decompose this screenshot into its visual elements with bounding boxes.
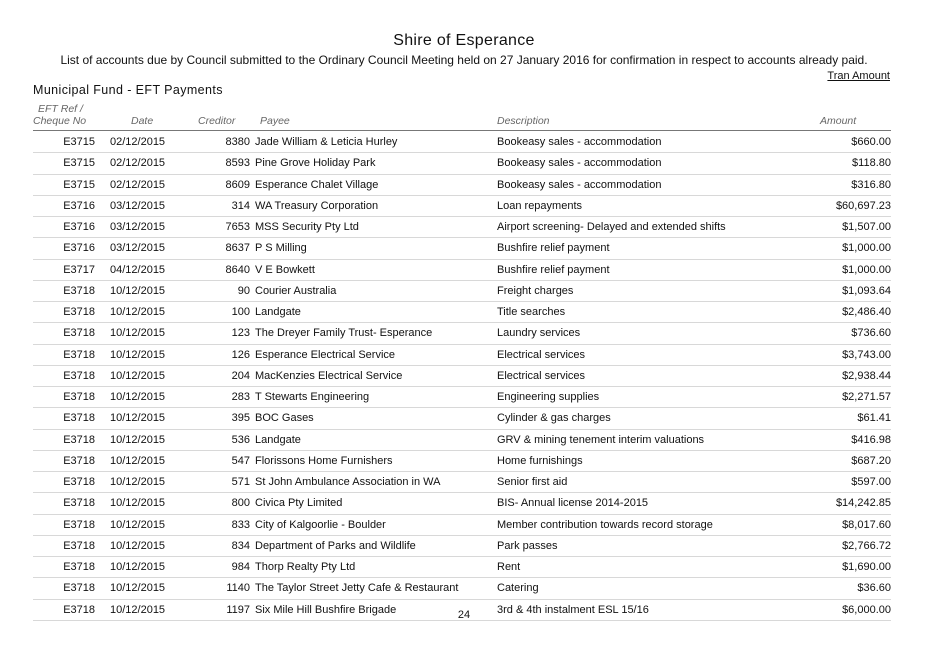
cheque-no-cell: E3718 (63, 412, 95, 425)
amount-cell: $736.60 (851, 327, 891, 340)
amount-cell: $2,486.40 (842, 306, 891, 318)
column-header-ref-line2: Cheque No (33, 115, 87, 127)
cheque-no-cell: E3718 (63, 348, 95, 361)
amount-cell: $60,697.23 (835, 199, 891, 212)
table-row (33, 536, 891, 557)
date-cell: 03/12/2015 (110, 199, 166, 212)
date-cell: 10/12/2015 (110, 369, 166, 382)
creditor-cell: 547 (231, 454, 250, 467)
payee-cell: Thorp Realty Pty Ltd (255, 561, 356, 573)
creditor-cell: 1197 (226, 603, 250, 616)
creditor-cell: 8593 (225, 157, 250, 170)
date-cell: 10/12/2015 (110, 497, 166, 510)
payee-cell: St John Ambulance Association in WA (255, 476, 441, 488)
cheque-no-cell: E3716 (63, 221, 95, 233)
table-row (33, 493, 891, 514)
column-header-amount: Amount (820, 115, 857, 127)
amount-cell: $3,743.00 (842, 348, 891, 361)
description-cell: Member contribution towards record storage (497, 518, 713, 531)
creditor-cell: 833 (231, 518, 250, 531)
payee-cell: The Taylor Street Jetty Cafe & Restaurant (255, 582, 459, 595)
table-row (33, 366, 891, 387)
table-row (33, 515, 891, 536)
header-divider (33, 130, 891, 131)
cheque-no-cell: E3718 (63, 603, 95, 616)
description-cell: Laundry services (497, 327, 581, 340)
payee-cell: Landgate (255, 306, 301, 318)
description-cell: Cylinder & gas charges (497, 412, 611, 425)
payee-cell: Esperance Electrical Service (255, 348, 396, 361)
description-cell: Bookeasy sales - accommodation (497, 178, 662, 191)
amount-cell: $1,000.00 (842, 242, 891, 255)
description-cell: Rent (497, 561, 521, 573)
payee-cell: Courier Australia (255, 284, 337, 297)
description-cell: Title searches (497, 306, 566, 318)
creditor-cell: 314 (231, 199, 250, 212)
amount-cell: $416.98 (851, 433, 891, 446)
payee-cell: Six Mile Hill Bushfire Brigade (255, 603, 397, 616)
creditor-cell: 8609 (225, 178, 250, 191)
date-cell: 10/12/2015 (110, 539, 166, 552)
amount-cell: $1,000.00 (842, 263, 891, 276)
description-cell: Airport screening- Delayed and extended shifts (497, 221, 726, 233)
page-subtitle: List of accounts due by Council submitted to the Ordinary Council Meeting held on 27 January 2016 for confirmation in respect to accounts already paid. (60, 53, 868, 67)
creditor-cell: 984 (231, 561, 250, 573)
amount-cell: $660.00 (851, 136, 891, 148)
page-number: 24 (457, 609, 471, 621)
creditor-cell: 395 (231, 412, 250, 425)
payee-cell: Civica Pty Limited (255, 497, 343, 510)
creditor-cell: 536 (231, 433, 250, 446)
cheque-no-cell: E3715 (63, 136, 95, 148)
cheque-no-cell: E3718 (63, 561, 95, 573)
cheque-no-cell: E3718 (63, 539, 95, 552)
date-cell: 02/12/2015 (110, 178, 166, 191)
tran-amount-label: Tran Amount (827, 70, 890, 82)
date-cell: 10/12/2015 (110, 454, 166, 467)
amount-cell: $2,938.44 (842, 369, 891, 382)
table-row (33, 557, 891, 578)
creditor-cell: 126 (231, 348, 250, 361)
payee-cell: P S Milling (255, 242, 307, 255)
table-row (33, 323, 891, 344)
table-row (33, 196, 891, 217)
payee-cell: T Stewarts Engineering (255, 391, 370, 403)
description-cell: Electrical services (497, 348, 586, 361)
date-cell: 03/12/2015 (110, 221, 166, 233)
amount-cell: $36.60 (857, 582, 891, 595)
amount-cell: $1,507.00 (842, 221, 891, 233)
payee-cell: V E Bowkett (255, 263, 315, 276)
description-cell: Loan repayments (497, 199, 582, 212)
date-cell: 10/12/2015 (110, 582, 166, 595)
creditor-cell: 8380 (225, 136, 250, 148)
cheque-no-cell: E3718 (63, 433, 95, 446)
creditor-cell: 800 (231, 497, 250, 510)
creditor-cell: 283 (231, 391, 250, 403)
creditor-cell: 1140 (226, 582, 250, 595)
cheque-no-cell: E3718 (63, 518, 95, 531)
table-row (33, 238, 891, 259)
description-cell: Engineering supplies (497, 391, 600, 403)
description-cell: Senior first aid (497, 476, 568, 488)
creditor-cell: 90 (237, 284, 250, 297)
column-header-payee: Payee (260, 115, 290, 127)
description-cell: BIS- Annual license 2014-2015 (497, 497, 649, 510)
payee-cell: The Dreyer Family Trust- Esperance (255, 327, 433, 340)
date-cell: 10/12/2015 (110, 603, 166, 616)
table-row (33, 451, 891, 472)
creditor-cell: 204 (231, 369, 250, 382)
amount-cell: $8,017.60 (842, 518, 891, 531)
amount-cell: $1,690.00 (842, 561, 891, 573)
date-cell: 10/12/2015 (110, 327, 166, 340)
cheque-no-cell: E3717 (63, 263, 95, 276)
amount-cell: $14,242.85 (835, 497, 891, 510)
payee-cell: Pine Grove Holiday Park (255, 157, 376, 170)
table-row (33, 345, 891, 366)
cheque-no-cell: E3718 (63, 369, 95, 382)
table-row (33, 153, 891, 174)
table-row (33, 132, 891, 153)
cheque-no-cell: E3718 (63, 582, 95, 595)
payee-cell: Esperance Chalet Village (255, 178, 379, 191)
date-cell: 10/12/2015 (110, 561, 166, 573)
cheque-no-cell: E3718 (63, 497, 95, 510)
table-row (33, 217, 891, 238)
table-row (33, 472, 891, 493)
description-cell: Bushfire relief payment (497, 263, 610, 276)
date-cell: 10/12/2015 (110, 391, 166, 403)
payee-cell: Department of Parks and Wildlife (255, 539, 416, 552)
creditor-cell: 834 (231, 539, 250, 552)
date-cell: 03/12/2015 (110, 242, 166, 255)
table-row (33, 281, 891, 302)
description-cell: Freight charges (497, 284, 574, 297)
payee-cell: Florissons Home Furnishers (255, 454, 393, 467)
creditor-cell: 100 (231, 306, 250, 318)
date-cell: 04/12/2015 (110, 263, 166, 276)
description-cell: Home furnishings (497, 454, 583, 467)
description-cell: Bookeasy sales - accommodation (497, 157, 662, 170)
amount-cell: $2,271.57 (842, 391, 891, 403)
cheque-no-cell: E3718 (63, 454, 95, 467)
description-cell: 3rd & 4th instalment ESL 15/16 (497, 603, 649, 616)
cheque-no-cell: E3718 (63, 284, 95, 297)
amount-cell: $316.80 (851, 178, 891, 191)
cheque-no-cell: E3718 (63, 327, 95, 340)
amount-cell: $687.20 (851, 454, 891, 467)
amount-cell: $2,766.72 (842, 539, 891, 552)
table-row (33, 175, 891, 196)
creditor-cell: 8640 (225, 263, 250, 276)
column-header-date: Date (131, 115, 154, 127)
creditor-cell: 7653 (225, 221, 250, 233)
cheque-no-cell: E3718 (63, 391, 95, 403)
date-cell: 10/12/2015 (110, 433, 166, 446)
amount-cell: $6,000.00 (842, 603, 891, 616)
date-cell: 02/12/2015 (110, 157, 166, 170)
page-title: Shire of Esperance (393, 32, 535, 49)
creditor-cell: 8637 (225, 242, 250, 255)
cheque-no-cell: E3715 (63, 157, 95, 170)
cheque-no-cell: E3716 (63, 199, 95, 212)
date-cell: 10/12/2015 (110, 412, 166, 425)
amount-cell: $597.00 (851, 476, 891, 488)
table-row (33, 302, 891, 323)
description-cell: Electrical services (497, 369, 586, 382)
creditor-cell: 123 (231, 327, 250, 340)
date-cell: 10/12/2015 (110, 518, 166, 531)
description-cell: Bookeasy sales - accommodation (497, 136, 662, 148)
description-cell: Bushfire relief payment (497, 242, 610, 255)
date-cell: 10/12/2015 (110, 348, 166, 361)
date-cell: 10/12/2015 (110, 284, 166, 297)
date-cell: 02/12/2015 (110, 136, 166, 148)
column-header-creditor: Creditor (198, 115, 236, 127)
date-cell: 10/12/2015 (110, 306, 166, 318)
amount-cell: $118.80 (852, 157, 891, 170)
payments-table (33, 132, 891, 621)
cheque-no-cell: E3718 (63, 306, 95, 318)
table-row (33, 387, 891, 408)
description-cell: GRV & mining tenement interim valuations (497, 433, 705, 446)
section-title: Municipal Fund - EFT Payments (33, 83, 223, 97)
table-row (33, 408, 891, 429)
column-header-description: Description (497, 115, 550, 127)
payee-cell: WA Treasury Corporation (255, 199, 379, 212)
cheque-no-cell: E3715 (63, 178, 95, 191)
amount-cell: $61.41 (857, 412, 891, 425)
table-row (33, 578, 891, 599)
column-header-ref-line1: EFT Ref / (38, 103, 83, 115)
payee-cell: Jade William & Leticia Hurley (255, 136, 398, 148)
cheque-no-cell: E3716 (63, 242, 95, 255)
cheque-no-cell: E3718 (63, 476, 95, 488)
table-row (33, 260, 891, 281)
description-cell: Catering (497, 582, 539, 595)
payee-cell: MSS Security Pty Ltd (255, 221, 359, 233)
payee-cell: BOC Gases (255, 412, 314, 425)
date-cell: 10/12/2015 (110, 476, 166, 488)
payee-cell: City of Kalgoorlie - Boulder (255, 518, 386, 531)
payee-cell: Landgate (255, 433, 301, 446)
creditor-cell: 571 (231, 476, 250, 488)
amount-cell: $1,093.64 (842, 284, 891, 297)
payee-cell: MacKenzies Electrical Service (255, 369, 403, 382)
description-cell: Park passes (497, 539, 558, 552)
table-row (33, 430, 891, 451)
